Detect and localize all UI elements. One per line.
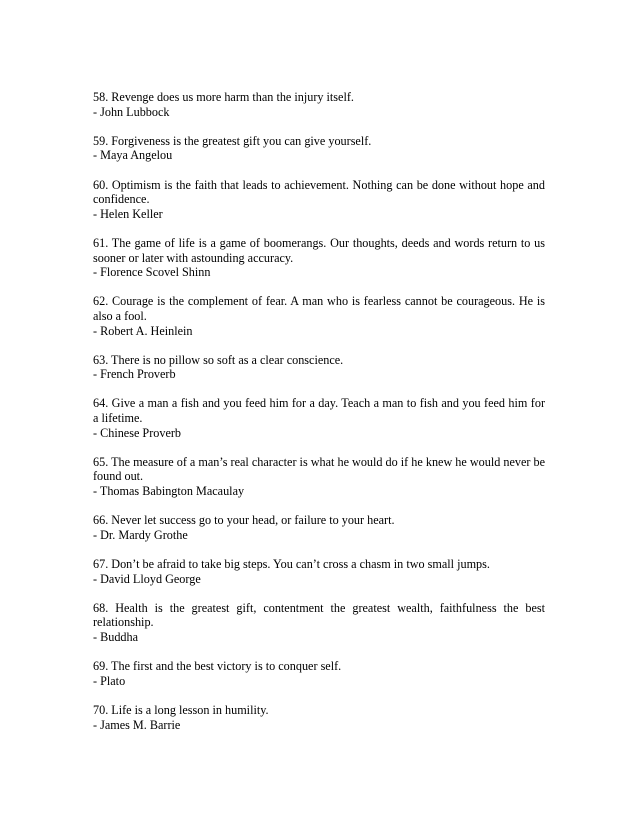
quote-text: 65. The measure of a man’s real character is what he would do if he knew he would never be found out.	[93, 454, 545, 484]
quote-author: - Buddha	[93, 629, 139, 644]
quote-item	[93, 557, 545, 586]
quote-item	[93, 396, 545, 440]
quote-item	[93, 236, 545, 280]
quote-text: 59. Forgiveness is the greatest gift you can give yourself.	[93, 133, 372, 148]
quote-text: 69. The first and the best victory is to conquer self.	[93, 659, 342, 674]
quote-list	[93, 90, 545, 747]
quote-author: - Florence Scovel Shinn	[93, 265, 211, 280]
quote-author: - Thomas Babington Macaulay	[93, 484, 245, 499]
quote-author: - Robert A. Heinlein	[93, 323, 193, 338]
quote-item	[93, 178, 545, 222]
quote-author: - John Lubbock	[93, 104, 170, 119]
quote-item	[93, 294, 545, 338]
quote-text: 67. Don’t be afraid to take big steps. You can’t cross a chasm in two small jumps.	[93, 557, 490, 571]
quote-item	[93, 353, 545, 382]
quote-author: - Helen Keller	[93, 206, 163, 221]
quote-item	[93, 703, 545, 732]
quote-item	[93, 455, 545, 499]
quote-author: - Maya Angelou	[93, 148, 173, 163]
quote-author: - Plato	[93, 673, 126, 688]
quote-author: - Chinese Proverb	[93, 425, 182, 440]
quote-text: 68. Health is the greatest gift, contentment the greatest wealth, faithfulness the best relationship.	[93, 600, 545, 630]
quote-author: - Dr. Mardy Grothe	[93, 527, 188, 542]
quote-author: - David Lloyd George	[93, 571, 201, 586]
quote-item	[93, 601, 545, 645]
quote-text: 61. The game of life is a game of boomerangs. Our thoughts, deeds and words return to us sooner or later with astounding accuracy.	[93, 235, 545, 265]
quote-item	[93, 659, 545, 688]
quote-author: - French Proverb	[93, 367, 176, 382]
quote-author: - James M. Barrie	[93, 717, 181, 732]
quote-item	[93, 90, 545, 119]
quote-text: 66. Never let success go to your head, or failure to your heart.	[93, 513, 395, 528]
quote-text: 63. There is no pillow so soft as a clear conscience.	[93, 352, 344, 367]
quote-text: 62. Courage is the complement of fear. A man who is fearless cannot be courageous. He is also a fool.	[93, 294, 545, 323]
quote-item	[93, 513, 545, 542]
quote-text: 64. Give a man a fish and you feed him for a day. Teach a man to fish and you feed him for a lifetime.	[93, 396, 545, 426]
quote-text: 58. Revenge does us more harm than the injury itself.	[93, 90, 354, 104]
quote-text: 60. Optimism is the faith that leads to achievement. Nothing can be done without hope and confidence.	[93, 177, 545, 207]
quote-text: 70. Life is a long lesson in humility.	[93, 702, 269, 717]
quote-item	[93, 134, 545, 163]
